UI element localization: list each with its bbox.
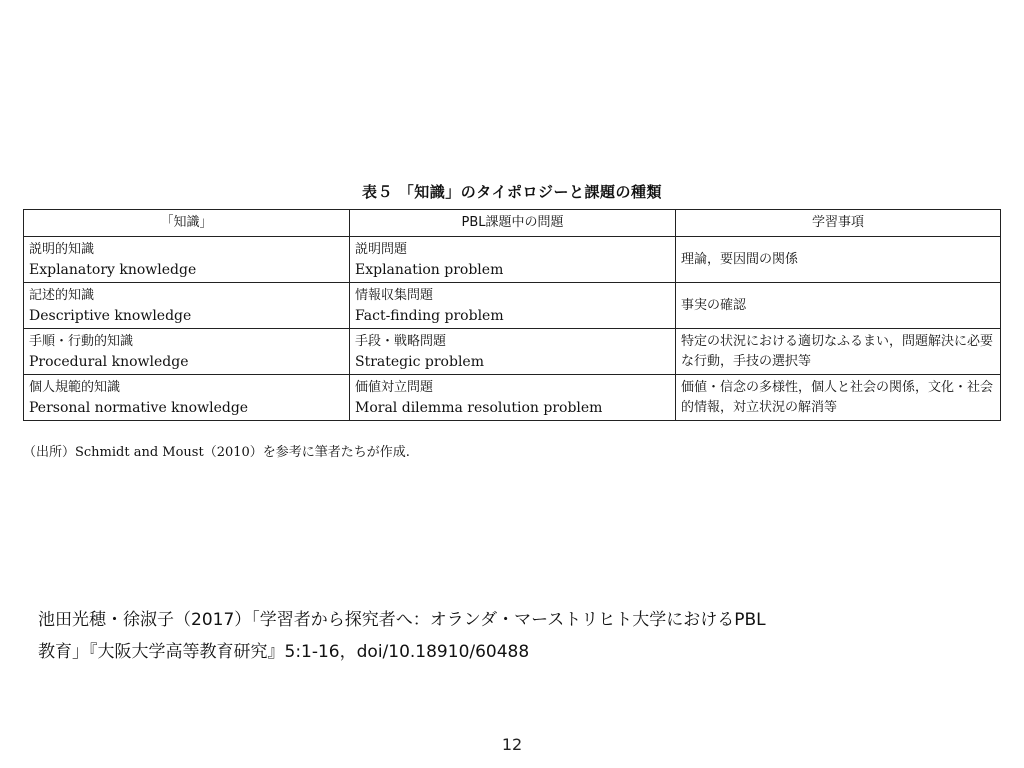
page-number: 12 <box>501 735 523 754</box>
learning-cell <box>676 375 1001 421</box>
citation-line-2: 教育」『大阪大学高等教育研究』5:1-16，doi/10.18910/60488 <box>38 642 530 662</box>
problem-en: Explanation problem <box>355 261 504 278</box>
knowledge-jp: 記述的知識 <box>29 287 95 303</box>
header-pbl-problem: PBL課題中の問題 <box>350 210 676 237</box>
knowledge-en: Descriptive knowledge <box>29 307 192 324</box>
table-header-row <box>24 210 1001 237</box>
problem-jp: 手段・戦略問題 <box>355 333 447 349</box>
knowledge-en: Personal normative knowledge <box>29 399 249 416</box>
knowledge-cell <box>24 283 350 329</box>
problem-cell <box>350 375 676 421</box>
problem-cell <box>350 283 676 329</box>
problem-en: Moral dilemma resolution problem <box>355 399 603 416</box>
citation-line-1: 池田光穂・徐淑子（2017）「学習者から探究者へ：オランダ・マーストリヒト大学におけるPBL <box>38 610 766 630</box>
header-knowledge: 「知識」 <box>24 210 350 237</box>
table-row <box>24 237 1001 283</box>
knowledge-cell <box>24 329 350 375</box>
problem-cell <box>350 237 676 283</box>
knowledge-cell <box>24 375 350 421</box>
knowledge-jp: 説明的知識 <box>29 241 95 257</box>
knowledge-jp: 手順・行動的知識 <box>29 333 134 349</box>
learning-text: 特定の状況における適切なふるまい，問題解決に必要な行動，手技の選択等 <box>681 333 994 369</box>
learning-cell <box>676 237 1001 283</box>
citation <box>38 604 998 668</box>
problem-jp: 説明問題 <box>355 241 408 257</box>
knowledge-jp: 個人規範的知識 <box>29 379 121 395</box>
learning-text: 理論，要因間の関係 <box>681 251 799 267</box>
problem-cell <box>350 329 676 375</box>
problem-jp: 価値対立問題 <box>355 379 434 395</box>
knowledge-en: Procedural knowledge <box>29 353 189 370</box>
table-caption: 表５ 「知識」のタイポロジーと課題の種類 <box>362 183 662 201</box>
table-source-note: （出所）Schmidt and Moust（2010）を参考に筆者たちが作成. <box>23 445 410 460</box>
table-row <box>24 283 1001 329</box>
learning-cell <box>676 283 1001 329</box>
knowledge-typology-table <box>23 209 1001 421</box>
header-learning-items: 学習事項 <box>676 210 1001 237</box>
knowledge-en: Explanatory knowledge <box>29 261 197 278</box>
problem-en: Strategic problem <box>355 353 484 370</box>
problem-jp: 情報収集問題 <box>355 287 434 303</box>
table-row <box>24 375 1001 421</box>
learning-text: 事実の確認 <box>681 297 747 313</box>
learning-text: 価値・信念の多様性，個人と社会の関係，文化・社会的情報，対立状況の解消等 <box>681 379 994 415</box>
problem-en: Fact-finding problem <box>355 307 504 324</box>
table-row <box>24 329 1001 375</box>
knowledge-cell <box>24 237 350 283</box>
learning-cell <box>676 329 1001 375</box>
